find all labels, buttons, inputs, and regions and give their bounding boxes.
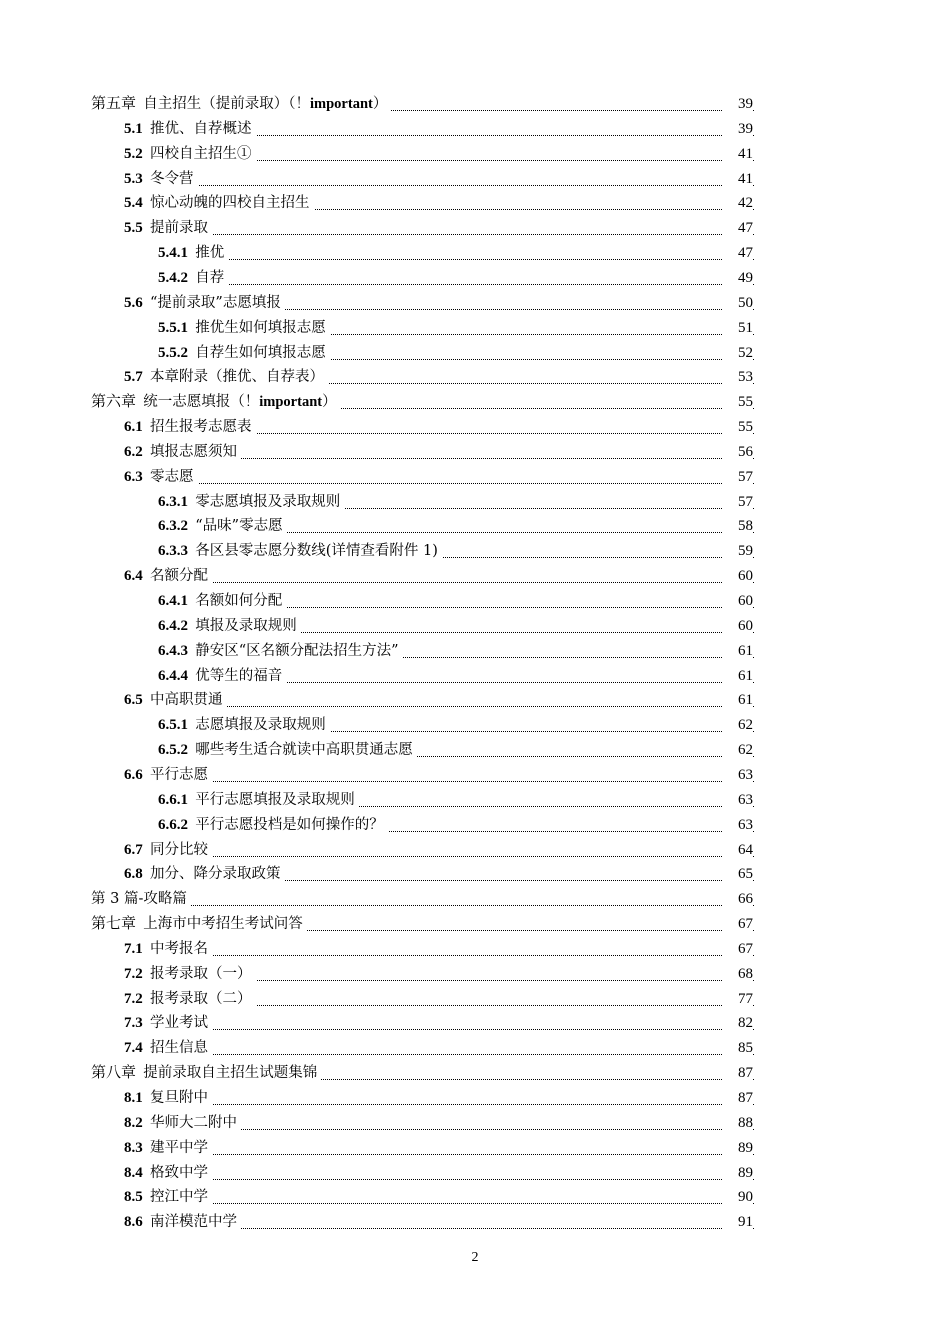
toc-entry-emphasis: important: [310, 96, 373, 112]
toc-entry-title: 零志愿填报及录取规则: [195, 493, 341, 510]
page-number: 2: [471, 1250, 479, 1265]
toc-leader-dots: [124, 1179, 754, 1204]
toc-entry-title: “提前录取”志愿填报: [150, 294, 281, 311]
toc-entry-number: 5.4.2: [158, 269, 188, 286]
toc-leader-dots: [124, 832, 754, 857]
toc-entry-number: 6.3.3: [158, 543, 188, 560]
toc-leader-dots: [124, 558, 754, 583]
toc-entry-number: 8.2: [124, 1114, 143, 1131]
toc-entry-page: 39: [723, 92, 753, 116]
toc-entry-page: 66: [723, 887, 753, 911]
toc-entry-title: 各区县零志愿分数线(详情查看附件 1): [195, 543, 438, 560]
toc-entry-tail: ）: [372, 96, 388, 112]
toc-entry-number: 6.6: [124, 766, 143, 783]
toc-entry-page: 63: [723, 813, 753, 837]
toc-entry-number: 5.5.2: [158, 344, 188, 361]
toc-entry-page: 52: [723, 341, 753, 365]
toc-entry-page: 56: [723, 440, 753, 464]
toc-entry-title: 惊心动魄的四校自主招生: [150, 195, 310, 212]
toc-entry-title: 推优: [195, 245, 225, 262]
toc-entry-number: 8.5: [124, 1189, 143, 1206]
toc-entry-title: 招生信息: [150, 1040, 208, 1057]
toc-entry-title: 哪些考生适合就读中高职贯通志愿: [195, 742, 413, 759]
toc-entry-page: 85: [723, 1036, 753, 1060]
toc-entry-page: 91: [723, 1210, 753, 1234]
toc-entry-page: 57: [723, 490, 753, 514]
toc-entry-number: 6.3.2: [158, 518, 188, 535]
toc-entry-number: 第五章: [91, 96, 137, 112]
toc-entry-number: 8.3: [124, 1139, 143, 1156]
toc-entry-title: 平行志愿: [150, 766, 208, 783]
toc-leader-dots: [124, 459, 754, 484]
toc-entry-number: 8.6: [124, 1214, 143, 1231]
toc-entry-number: 第八章: [91, 1065, 137, 1082]
toc-entry-title: 第 3 篇-攻略篇: [91, 891, 187, 908]
toc-entry-page: 64: [723, 838, 753, 862]
toc-entry-title: 格致中学: [150, 1164, 208, 1181]
toc-entry-number: 5.5: [124, 220, 143, 237]
toc-leader-dots: [124, 931, 754, 956]
toc-entry-title: 自主招生（提前录取）（！: [143, 96, 311, 112]
toc-entry-page: 59: [723, 539, 753, 563]
toc-leader-dots: [158, 260, 754, 285]
toc-entry-tail: ）: [322, 394, 337, 411]
toc-entry-number: 5.1: [124, 120, 143, 137]
toc-entry-page: 65: [723, 862, 753, 886]
toc-entry-page: 67: [723, 937, 753, 961]
toc-entry-number: 6.8: [124, 866, 143, 883]
toc-entry-number: 7.1: [124, 940, 143, 957]
toc-entry-title: 名额分配: [150, 568, 208, 585]
toc-entry-title: 推优生如何填报志愿: [195, 319, 326, 336]
toc-entry-title: 平行志愿投档是如何操作的？: [195, 816, 384, 833]
toc-entry-number: 5.3: [124, 170, 143, 187]
toc-entry-page: 42: [723, 191, 753, 215]
toc-entry-number: 6.6.2: [158, 816, 188, 833]
toc-entry-title: 华师大二附中: [150, 1114, 237, 1131]
toc-entry-title: 上海市中考招生考试问答: [143, 916, 303, 933]
toc-entry-title: 同分比较: [150, 841, 208, 858]
toc-entry-title: 复旦附中: [150, 1090, 208, 1106]
toc-entry-number: 7.2: [124, 965, 143, 982]
toc-entry-number: 5.4.1: [158, 245, 188, 262]
toc-entry-number: 6.5.1: [158, 717, 188, 734]
toc-entry-number: 第六章: [91, 394, 137, 411]
toc-entry-page: 61: [723, 664, 753, 688]
toc-entry-label: [124, 1210, 241, 1234]
toc-entry-page: 89: [723, 1161, 753, 1185]
toc-leader-dots: [124, 1080, 754, 1105]
toc-entry-title: 加分、降分录取政策: [150, 866, 281, 883]
toc-entry-number: 第七章: [91, 916, 137, 933]
toc-entry-page: 68: [723, 962, 753, 986]
toc-leader-dots: [124, 1005, 754, 1030]
toc-entry-number: 5.6: [124, 294, 143, 311]
toc-leader-dots: [124, 1130, 754, 1155]
toc-entry-title: 平行志愿填报及录取规则: [195, 791, 355, 808]
toc-entry-title: 提前录取自主招生试题集锦: [143, 1065, 318, 1082]
toc-entry-title: 四校自主招生①: [150, 145, 252, 162]
toc-entry-title: 优等生的福音: [195, 667, 283, 684]
toc-entry-page: 53: [723, 365, 753, 389]
toc-entry-page: 87: [723, 1086, 753, 1110]
toc-entry-page: 88: [723, 1111, 753, 1135]
toc-entry-number: 6.4.1: [158, 593, 188, 609]
toc-entry-number: 6.5: [124, 692, 143, 709]
toc-entry-title: 静安区“区名额分配法招生方法”: [195, 642, 399, 659]
toc-entry-title: 自荐: [195, 269, 225, 286]
toc-entry-title: 提前录取: [150, 220, 208, 237]
toc-entry-page: 89: [723, 1136, 753, 1160]
toc-entry-number: 6.3.1: [158, 493, 188, 510]
toc-entry-page: 60: [723, 564, 753, 588]
toc-leader-dots: [124, 1155, 754, 1180]
toc-entry-page: 58: [723, 514, 753, 538]
toc-entry-page: 47: [723, 216, 753, 240]
toc-entry-page: 47: [723, 241, 753, 265]
toc-entry-page: 41: [723, 142, 753, 166]
toc-entry-number: 6.4.2: [158, 617, 188, 634]
toc-entry-title: 报考录取（一）: [150, 965, 252, 982]
toc-entry-page: 67: [723, 912, 753, 936]
toc-leader-dots: [124, 1030, 754, 1055]
toc-entry-number: 5.4: [124, 195, 143, 212]
toc-entry-emphasis: important: [259, 394, 323, 411]
toc-entry-page: 63: [723, 788, 753, 812]
toc-entry-page: 60: [723, 614, 753, 638]
toc-entry-title: 自荐生如何填报志愿: [195, 344, 326, 361]
toc-entry-title: 志愿填报及录取规则: [195, 717, 326, 734]
toc-entry-page: 87: [723, 1061, 753, 1085]
toc-entry-number: 6.2: [124, 443, 143, 460]
toc-entry-page: 90: [723, 1185, 753, 1209]
toc-entry-page: 63: [723, 763, 753, 787]
toc-entry-page: 51: [723, 316, 753, 340]
toc-entry-title: 学业考试: [150, 1015, 208, 1032]
toc-entry-page: 62: [723, 713, 753, 737]
toc-entry-number: 6.4: [124, 568, 143, 585]
toc-entry-title: 冬令营: [150, 170, 194, 187]
toc-entry-page: 49: [723, 266, 753, 290]
toc-entry-title: 统一志愿填报（！: [143, 394, 260, 411]
toc-entry-page: 50: [723, 291, 753, 315]
toc-entry-page: 55: [723, 390, 753, 414]
toc-entry-number: 8.4: [124, 1164, 143, 1181]
toc-entry-number: 6.4.4: [158, 667, 188, 684]
toc-entry-page: 61: [723, 688, 753, 712]
toc-entry-page: 77: [723, 987, 753, 1011]
toc-entry-number: 7.3: [124, 1015, 143, 1032]
toc-entry-number: 5.7: [124, 369, 143, 386]
toc-entry-page: 82: [723, 1011, 753, 1035]
toc-entry-title: 招生报考志愿表: [150, 419, 252, 436]
toc-entry-number: 6.3: [124, 468, 143, 485]
toc-leader-dots: [124, 210, 754, 235]
toc-entry-number: 6.7: [124, 841, 143, 858]
toc-entry-number: 7.4: [124, 1040, 143, 1057]
toc-entry-page: 61: [723, 639, 753, 663]
toc-entry-number: 6.4.3: [158, 642, 188, 659]
toc-leader-dots: [124, 161, 754, 186]
toc-entry[interactable]: [0, 1210, 950, 1234]
toc-entry-title: 名额如何分配: [195, 593, 283, 609]
toc-leader-dots: [124, 757, 754, 782]
toc-entry-number: 7.2: [124, 990, 143, 1007]
toc-entry-page: 62: [723, 738, 753, 762]
toc-entry-title: 控江中学: [150, 1189, 208, 1206]
toc-entry-title: 建平中学: [150, 1139, 208, 1156]
toc-entry-number: 6.5.2: [158, 742, 188, 759]
toc-entry-page: 60: [723, 589, 753, 613]
toc-entry-page: 55: [723, 415, 753, 439]
toc-entry-title: 填报志愿须知: [150, 443, 237, 460]
toc-entry-number: 6.1: [124, 419, 143, 436]
toc-entry-title: 本章附录（推优、自荐表）: [150, 369, 324, 386]
toc-entry-title: 报考录取（二）: [150, 990, 252, 1007]
toc-entry-title: 推优、自荐概述: [150, 120, 252, 137]
toc-entry-number: 5.2: [124, 145, 143, 162]
toc-entry-number: 5.5.1: [158, 319, 188, 336]
toc-entry-title: 中考报名: [150, 940, 208, 957]
toc-entry-page: 39: [723, 117, 753, 141]
toc-entry-title: 中高职贯通: [150, 692, 223, 709]
toc-entry-page: 57: [723, 465, 753, 489]
toc-entry-number: 8.1: [124, 1090, 143, 1106]
toc-entry-number: 6.6.1: [158, 791, 188, 808]
toc-entry-title: 填报及录取规则: [195, 617, 297, 634]
toc-entry-title: “品味”零志愿: [195, 518, 283, 535]
toc-entry-title: 零志愿: [150, 468, 194, 485]
toc-leader-dots: [158, 235, 754, 260]
toc-entry-title: 南洋模范中学: [150, 1214, 237, 1231]
toc-entry-page: 41: [723, 167, 753, 191]
